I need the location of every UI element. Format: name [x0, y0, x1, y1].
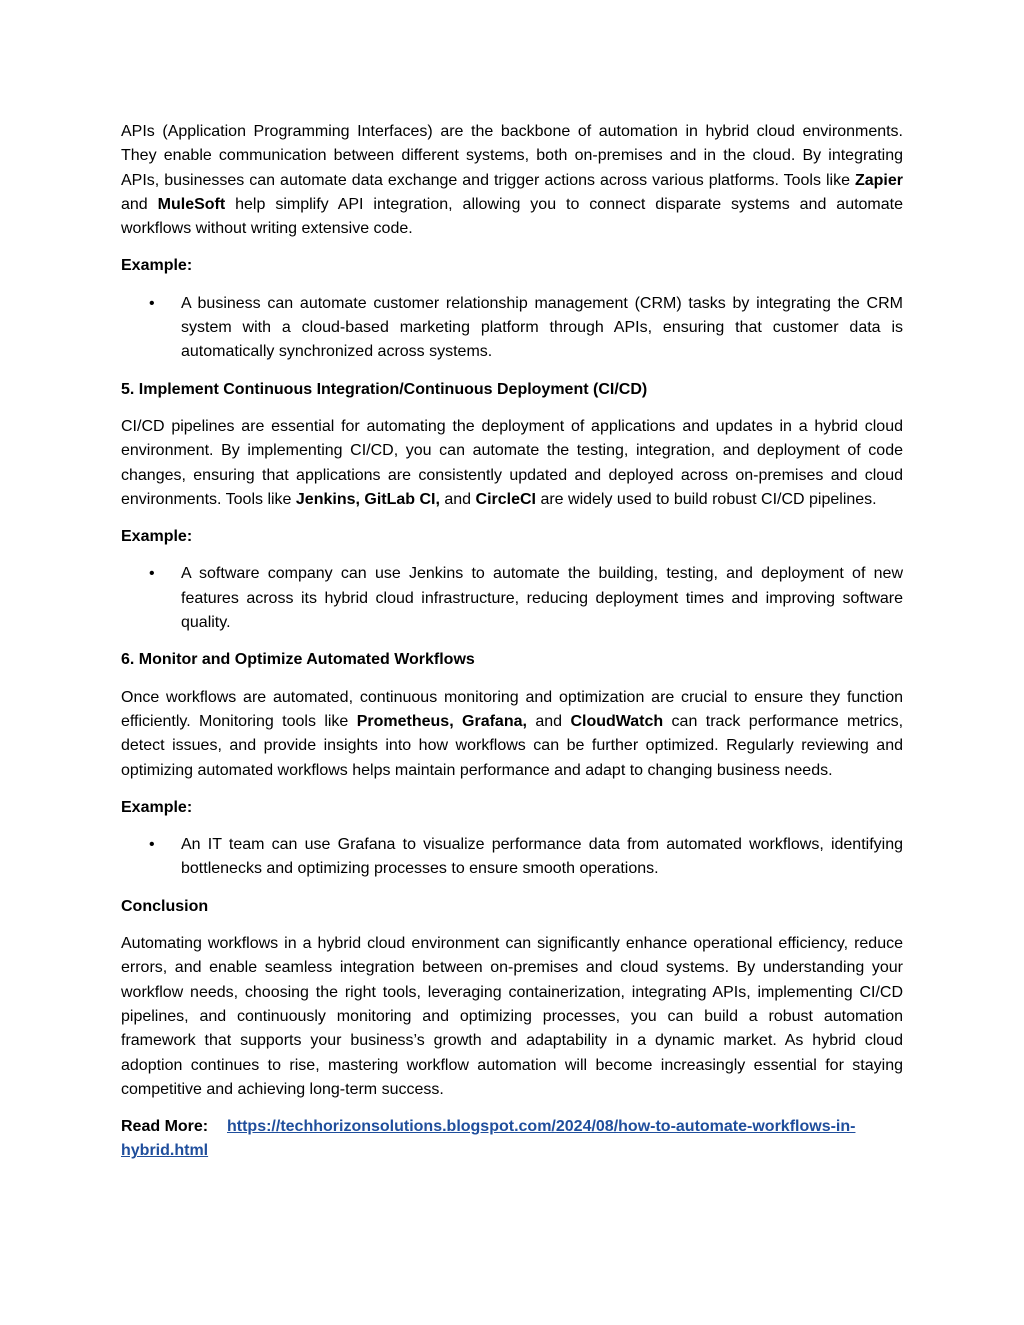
example-label-1: Example:: [121, 257, 193, 275]
example-text-2: A software company can use Jenkins to automate the building, testing, and deployment of new features across its hybrid cloud infrastructure, reducing deployment times and improving software quality.: [181, 565, 903, 632]
apis-text-1: APIs (Application Programming Interfaces) are the backbone of automation in hybrid cloud environments. They enable communication between different systems, both on-premises and in the cloud. By integrating APIs, businesses can automate data exchange and trigger actions across various platforms. Tools like: [121, 123, 903, 189]
apis-text-3: help simplify API integration, allowing you to connect disparate systems and automate workflows without writing extensive code.: [121, 195, 904, 238]
circleci-term: CircleCI: [475, 490, 536, 508]
list-item: [121, 292, 903, 365]
section-6-paragraph: [121, 686, 903, 783]
section-5-heading: 5. Implement Continuous Integration/Continuous Deployment (CI/CD): [121, 380, 648, 398]
bullet-icon: •: [149, 836, 155, 854]
example-list-3: [121, 833, 903, 882]
cicd-text-3: are widely used to build robust CI/CD pipelines.: [536, 490, 877, 508]
bullet-icon: •: [149, 294, 155, 312]
conclusion-heading: Conclusion: [121, 897, 209, 915]
cloudwatch-term: CloudWatch: [570, 712, 664, 730]
example-label-2: Example:: [121, 528, 193, 546]
list-item: [121, 833, 903, 882]
read-more-link[interactable]: https://techhorizonsolutions.blogspot.com/2024/08/how-to-automate-workflows-in-hybrid.html: [121, 1118, 856, 1160]
read-more-label: Read More:: [121, 1118, 209, 1136]
conclusion-paragraph: Automating workflows in a hybrid cloud environment can significantly enhance operational efficiency, reduce errors, and enable seamless integration between on-premises and cloud systems. By understanding your workflow needs, choosing the right tools, leveraging containerization, integrating APIs, implementing CI/CD pipelines, and continuously monitoring and optimizing processes, you can build a robust automation framework that supports your business’s growth and adaptability in a dynamic market. As hybrid cloud adoption continues to rise, mastering workflow automation will become increasingly essential for staying competitive and achieving long-term success.: [121, 935, 903, 1098]
apis-text-2: and: [121, 195, 158, 213]
monitor-text-2: and: [526, 712, 571, 730]
list-item: [121, 562, 903, 635]
cicd-tools-term: Jenkins, GitLab CI,: [295, 490, 440, 508]
section-6-heading: 6. Monitor and Optimize Automated Workflows: [121, 651, 475, 669]
example-list-1: [121, 292, 903, 365]
example-label-3: Example:: [121, 798, 193, 816]
monitor-tools-term: Prometheus, Grafana,: [356, 712, 527, 730]
example-text-3: An IT team can use Grafana to visualize performance data from automated workflows, identifying bottlenecks and optimizing processes to ensure smooth operations.: [181, 836, 903, 878]
section-5-paragraph: [121, 415, 903, 512]
bullet-icon: •: [149, 565, 155, 583]
mulesoft-term: MuleSoft: [157, 195, 226, 213]
apis-paragraph: [121, 120, 903, 241]
example-list-2: [121, 562, 903, 635]
cicd-text-1: CI/CD pipelines are essential for automating the deployment of applications and updates in a hybrid cloud environment. By implementing CI/CD, you can automate the testing, integration, and deployment of code changes, ensuring that applications are consistently updated and deployed across on-premises and cloud environments. Tools like: [121, 417, 903, 508]
cicd-text-2: and: [439, 490, 476, 508]
zapier-term: Zapier: [854, 171, 903, 189]
example-text-1: A business can automate customer relationship management (CRM) tasks by integrating the CRM system with a cloud-based marketing platform through APIs, ensuring that customer data is automatically synchronized across systems.: [181, 294, 903, 361]
monitor-text-1: Once workflows are automated, continuous monitoring and optimization are crucial to ensure they function efficiently. Monitoring tools like: [121, 688, 903, 730]
read-more-line: [121, 1115, 903, 1164]
monitor-text-3: can track performance metrics, detect issues, and provide insights into how workflows can be further optimized. Regularly reviewing and optimizing automated workflows helps maintain performance and adapt to changing business needs.: [121, 712, 904, 779]
